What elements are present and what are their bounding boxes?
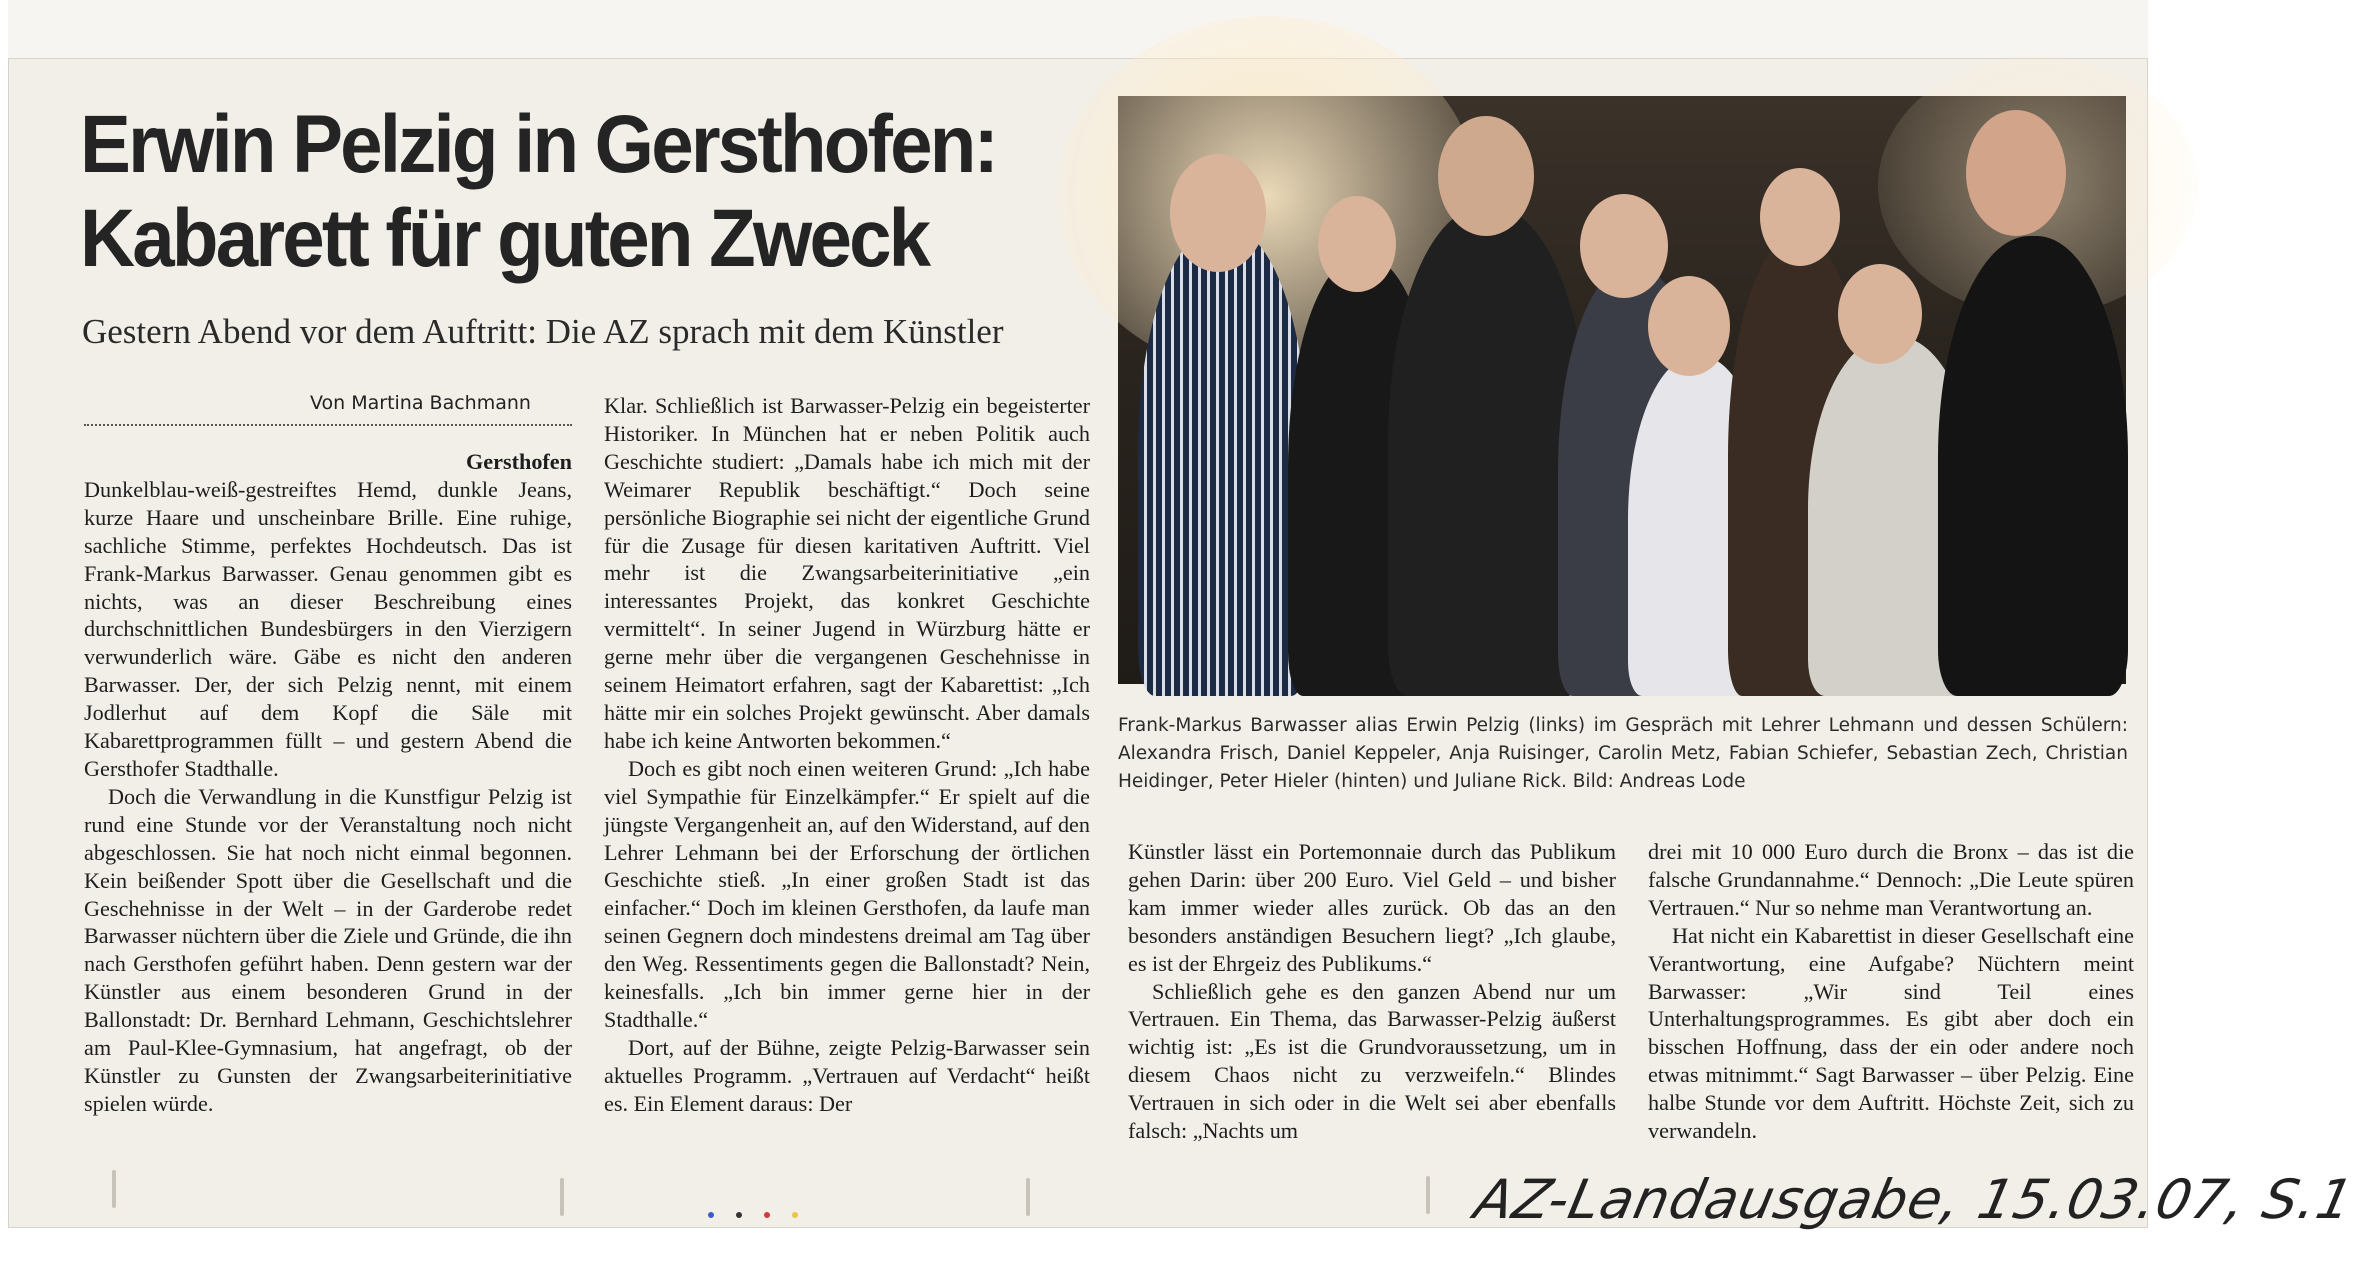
color-dot — [764, 1212, 770, 1218]
paragraph: Schließlich gehe es den ganzen Abend nur um Vertrauen. Ein Thema, das Barwasser-Pelzig äußerst wichtig ist: „Es ist die Grundvoraussetzung, um in diesem Chaos nicht zu verzweifeln.“ Blindes Vertrauen in sich oder in die Welt sei aber ebenfalls falsch: „Nachts um — [1128, 978, 1616, 1144]
article-column-3 — [1128, 838, 1616, 1145]
person-head — [1318, 196, 1396, 292]
article-column-1 — [84, 448, 572, 1118]
color-dot — [792, 1212, 798, 1218]
color-dot — [708, 1212, 714, 1218]
bleed-through-strip — [8, 0, 2148, 62]
person-head — [1838, 264, 1922, 364]
person-head — [1760, 168, 1840, 266]
headline-line-2: Kabarett für guten Zweck — [80, 193, 929, 284]
photo-caption: Frank-Markus Barwasser alias Erwin Pelzig (links) im Gespräch mit Lehrer Lehmann und dessen Schülern: Alexandra Frisch, Daniel Keppeler, Anja Ruisinger, Carolin Metz, Fabian Schiefer, Sebastian Zech, Christian Heidinger, Peter Hieler (hinten) und Juliane Rick. Bild: Andreas Lode — [1118, 715, 2128, 792]
person-head — [1438, 116, 1534, 236]
paragraph: Dort, auf der Bühne, zeigte Pelzig-Barwasser sein aktuelles Programm. „Vertrauen auf Verdacht“ heißt es. Ein Element daraus: Der — [604, 1034, 1090, 1116]
staple-mark — [112, 1170, 116, 1208]
article-column-4 — [1648, 838, 2134, 1145]
headline-line-1: Erwin Pelzig in Gersthofen: — [80, 99, 997, 190]
color-dot — [736, 1212, 742, 1218]
handwritten-source-note: AZ-Landausgabe, 15.03.07, S.1 — [1469, 1168, 2359, 1231]
person-head — [1170, 154, 1266, 272]
staple-mark — [560, 1178, 564, 1216]
paragraph: Klar. Schließlich ist Barwasser-Pelzig ein begeisterter Historiker. In München hat er neben Politik auch Geschichte studiert: „Damals habe ich mich mit der Weimarer Republik beschäftigt.“ Doch seine persönliche Biographie sei nicht der eigentliche Grund für die Zusage für diesen karitativen Auftritt. Viel mehr ist die Zwangsarbeiterinitiative „ein interessantes Projekt, das konkret Geschichte vermittelt“. In seiner Jugend in Würzburg hätte er gerne mehr über die vergangenen Geschehnisse in seinem Heimatort erfahren, sagt der Kabarettist: „Ich hätte mir ein solches Projekt gewünscht. Aber damals habe ich keine Antworten bekommen.“ — [604, 393, 1090, 753]
paragraph: Künstler lässt ein Portemonnaie durch das Publikum gehen Darin: über 200 Euro. Viel Geld – und bisher kam immer wieder alles zurück. Ob das an den besonders anständigen Besuchern liegt? „Ich glaube, es ist der Ehrgeiz des Publikums.“ — [1128, 839, 1616, 976]
byline-divider — [84, 424, 572, 426]
headline — [80, 98, 996, 286]
paragraph: Dunkelblau-weiß-gestreiftes Hemd, dunkle Jeans, kurze Haare und unscheinbare Brille. Eine ruhige, sachliche Stimme, perfektes Hochdeutsch. Das ist Frank-Markus Barwasser. Genau genommen gibt es nichts, was an dieser Beschreibung eines durchschnittlichen Bundesbürgers in den Vierzigern verwunderlich wäre. Gäbe es nicht den anderen Barwasser. Der, der sich Pelzig nennt, mit einem Jodlerhut auf dem Kopf die Säle mit Kabarettprogrammen füllt – und gestern Abend die Gersthofer Stadthalle. — [84, 476, 572, 781]
byline: Von Martina Bachmann — [310, 392, 531, 414]
paragraph: drei mit 10 000 Euro durch die Bronx – das ist die falsche Grundannahme.“ Dennoch: „Die Leute spüren Vertrauen.“ Nur so nehme man Verantwortung an. — [1648, 839, 2134, 920]
staple-mark — [1026, 1178, 1030, 1216]
person-shape — [1938, 236, 2128, 696]
paragraph: Hat nicht ein Kabarettist in dieser Gesellschaft eine Verantwortung, eine Aufgabe? Nüchtern meint Barwasser: „Wir sind Teil eines Unterhaltungsprogrammes. Es gibt aber doch ein bisschen Hoffnung, dass der ein oder andere noch etwas mitnimmt.“ Sagt Barwasser – über Pelzig. Eine halbe Stunde vor dem Auftritt. Höchste Zeit, sich zu verwandeln. — [1648, 922, 2134, 1144]
person-head — [1580, 194, 1668, 298]
person-head — [1648, 276, 1730, 376]
subheadline: Gestern Abend vor dem Auftritt: Die AZ sprach mit dem Künstler — [82, 312, 1004, 351]
paragraph: Doch es gibt noch einen weiteren Grund: „Ich habe viel Sympathie für Einzelkämpfer.“ Er spielt auf die jüngste Vergangenheit an, auf den Widerstand, auf den Lehrer Lehmann bei der Erforschung der örtlichen Geschichte stieß. „In einer großen Stadt ist das einfacher.“ Doch im kleinen Gersthofen, da laufe man seinen Gegnern doch mindestens dreimal am Tag über den Weg. Ressentiments gegen die Ballonstadt? Nein, keinesfalls. „Ich bin immer gerne hier in der Stadthalle.“ — [604, 755, 1090, 1032]
dateline: Gersthofen — [466, 449, 572, 474]
group-photo — [1118, 96, 2126, 684]
person-shape — [1138, 226, 1308, 696]
paragraph: Doch die Verwandlung in die Kunstfigur Pelzig ist rund eine Stunde vor der Veranstaltung noch nicht abgeschlossen. Sie hat noch nicht einmal begonnen. Kein beißender Spott über die Gesellschaft und die Geschehnisse in der Welt – in der Garderobe redet Barwasser nüchtern über die Ziele und Gründe, die ihn nach Gersthofen geführt haben. Denn gestern war der Künstler aus einem besonderen Grund in der Ballonstadt: Dr. Bernhard Lehmann, Geschichtslehrer am Paul-Klee-Gymnasium, hat angefragt, ob der Künstler zu Gunsten der Zwangsarbeiterinitiative spielen würde. — [84, 783, 572, 1116]
staple-mark — [1426, 1176, 1430, 1214]
person-head — [1966, 110, 2066, 236]
article-column-2 — [604, 392, 1090, 1118]
